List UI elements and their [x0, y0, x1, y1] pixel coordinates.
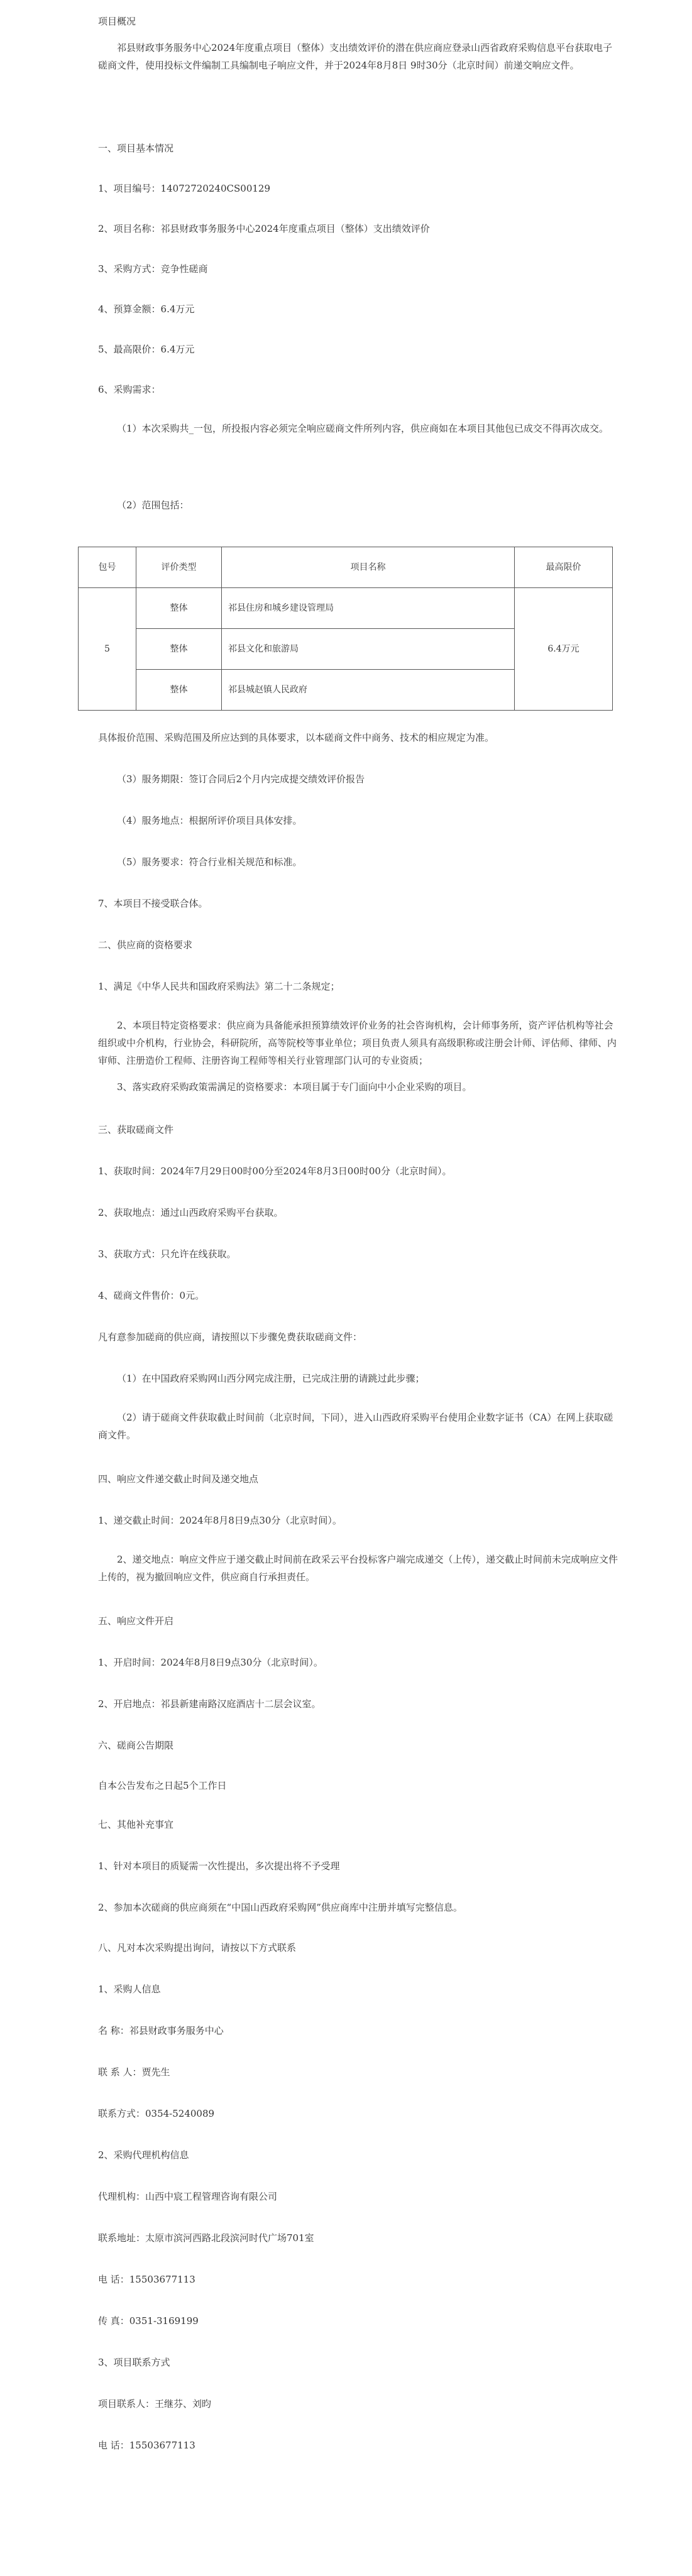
section-4-heading: 四、响应文件递交截止时间及递交地点: [98, 1473, 259, 1485]
scope-table: [78, 547, 613, 711]
no-consortium: 7、本项目不接受联合体。: [98, 898, 208, 909]
purchaser-phone: 联系方式：0354-5240089: [98, 2108, 215, 2119]
eval-type-cell: 整体: [136, 588, 222, 629]
agency-name: 代理机构：山西中宸工程管理咨询有限公司: [98, 2191, 278, 2202]
obtain-place: 2、获取地点：通过山西政府采购平台获取。: [98, 1207, 283, 1218]
submit-place: 2、递交地点：响应文件应于递交截止时间前在政采云平台投标客户端完成递交（上传），递交截止时间前未完成响应文件上传的，视为撤回响应文件，供应商自行承担责任。: [98, 1554, 618, 1583]
purchaser-heading: 1、采购人信息: [98, 1984, 161, 1995]
scope-note: 具体报价范围、采购范围及所应达到的具体要求，以本磋商文件中商务、技术的相应规定为准。: [98, 732, 495, 743]
qualification-3: 3、落实政府采购政策需满足的资格要求：本项目属于专门面向中小企业采购的项目。: [117, 1081, 472, 1093]
overview-title: 项目概况: [98, 16, 136, 27]
procurement-demand: 6、采购需求：: [98, 384, 161, 395]
document-price: 4、磋商文件售价：0元。: [98, 1290, 205, 1301]
obtain-step-2: （2）请于磋商文件获取截止时间前（北京时间，下同），进入山西政府采购平台使用企业数字证书（CA）在网上获取磋商文件。: [98, 1412, 613, 1441]
purchaser-contact: 联 系 人：贾先生: [98, 2066, 170, 2078]
header-max-price: 最高限价: [515, 547, 613, 588]
agency-address: 联系地址：太原市滨河西路北段滨河时代广场701室: [98, 2232, 314, 2244]
max-price-cell: 6.4万元: [515, 588, 613, 711]
section-3-heading: 三、获取磋商文件: [98, 1124, 174, 1135]
obtain-note: 凡有意参加磋商的供应商，请按照以下步骤免费获取磋商文件：: [98, 1331, 363, 1343]
obtain-way: 3、获取方式：只允许在线获取。: [98, 1248, 236, 1260]
header-package-no: 包号: [79, 547, 136, 588]
demand-item-2: （2）范围包括：: [117, 499, 189, 511]
project-name-cell: 祁县文化和旅游局: [222, 629, 515, 670]
purchaser-name: 名 称：祁县财政事务服务中心: [98, 2025, 224, 2036]
open-time: 1、开启时间：2024年8月8日9点30分（北京时间）。: [98, 1657, 323, 1668]
service-period: （3）服务期限：签订合同后2个月内完成提交绩效评价报告: [117, 773, 365, 785]
announcement-period: 自本公告发布之日起5个工作日: [98, 1780, 227, 1791]
max-price: 5、最高限价：6.4万元: [98, 344, 195, 355]
section-7-heading: 七、其他补充事宜: [98, 1819, 174, 1830]
obtain-time: 1、获取时间：2024年7月29日00时00分至2024年8月3日00时00分（北京时间）。: [98, 1165, 452, 1177]
obtain-step-1: （1）在中国政府采购网山西分网完成注册，已完成注册的请跳过此步骤；: [117, 1373, 425, 1384]
supplement-1: 1、针对本项目的质疑需一次性提出，多次提出将不予受理: [98, 1860, 340, 1872]
service-requirement: （5）服务要求：符合行业相关规范和标准。: [117, 856, 302, 868]
section-8-heading: 八、凡对本次采购提出询问，请按以下方式联系: [98, 1942, 297, 1953]
submit-deadline: 1、递交截止时间：2024年8月8日9点30分（北京时间）。: [98, 1515, 342, 1526]
project-contact-heading: 3、项目联系方式: [98, 2357, 170, 2368]
package-no-cell: 5: [79, 588, 136, 711]
header-eval-type: 评价类型: [136, 547, 222, 588]
section-1-heading: 一、项目基本情况: [98, 143, 174, 154]
table-header-row: [79, 547, 613, 588]
agency-phone: 电 话：15503677113: [98, 2274, 195, 2285]
agency-fax: 传 真：0351-3169199: [98, 2315, 199, 2327]
agency-heading: 2、采购代理机构信息: [98, 2149, 189, 2161]
overview-text: 祁县财政事务服务中心2024年度重点项目（整体）支出绩效评价的潜在供应商应登录山西省政府采购信息平台获取电子磋商文件，使用投标文件编制工具编制电子响应文件，并于2024年8月8日 9时30分（北京时间）前递交响应文件。: [98, 42, 613, 71]
section-6-heading: 六、磋商公告期限: [98, 1740, 174, 1751]
qualification-2: 2、本项目特定资格要求：供应商为具备能承担预算绩效评价业务的社会咨询机构，会计师事务所，资产评估机构等社会组织或中介机构，行业协会，科研院所，高等院校等事业单位；项目负责人须具有高级职称或注册会计师、评估师、律师、内审师、注册造价工程师、注册咨询工程师等相关行业管理部门认可的专业资质；: [98, 1020, 617, 1066]
project-name-cell: 祁县城赵镇人民政府: [222, 670, 515, 711]
table-row: [79, 588, 613, 629]
budget-amount: 4、预算金额：6.4万元: [98, 303, 195, 315]
eval-type-cell: 整体: [136, 670, 222, 711]
section-5-heading: 五、响应文件开启: [98, 1615, 174, 1627]
eval-type-cell: 整体: [136, 629, 222, 670]
supplement-2: 2、参加本次磋商的供应商须在“中国山西政府采购网”供应商库中注册并填写完整信息。: [98, 1902, 463, 1913]
qualification-1: 1、满足《中华人民共和国政府采购法》第二十二条规定；: [98, 981, 340, 992]
procurement-method: 3、采购方式：竞争性磋商: [98, 263, 208, 275]
project-contacts: 项目联系人：王继芬、刘昀: [98, 2398, 212, 2410]
service-location: （4）服务地点：根据所评价项目具体安排。: [117, 815, 302, 826]
project-number: 1、项目编号：14072720240CS00129: [98, 183, 270, 194]
demand-item-1: （1）本次采购共_一包，所投报内容必须完全响应磋商文件所列内容，供应商如在本项目其他包已成交不得再次成交。: [117, 423, 609, 434]
project-name-cell: 祁县住房和城乡建设管理局: [222, 588, 515, 629]
project-phone: 电 话：15503677113: [98, 2440, 195, 2451]
header-project-name: 项目名称: [222, 547, 515, 588]
project-name: 2、项目名称：祁县财政事务服务中心2024年度重点项目（整体）支出绩效评价: [98, 223, 430, 234]
section-2-heading: 二、供应商的资格要求: [98, 939, 193, 951]
open-place: 2、开启地点：祁县新建南路汉庭酒店十二层会议室。: [98, 1698, 321, 1710]
